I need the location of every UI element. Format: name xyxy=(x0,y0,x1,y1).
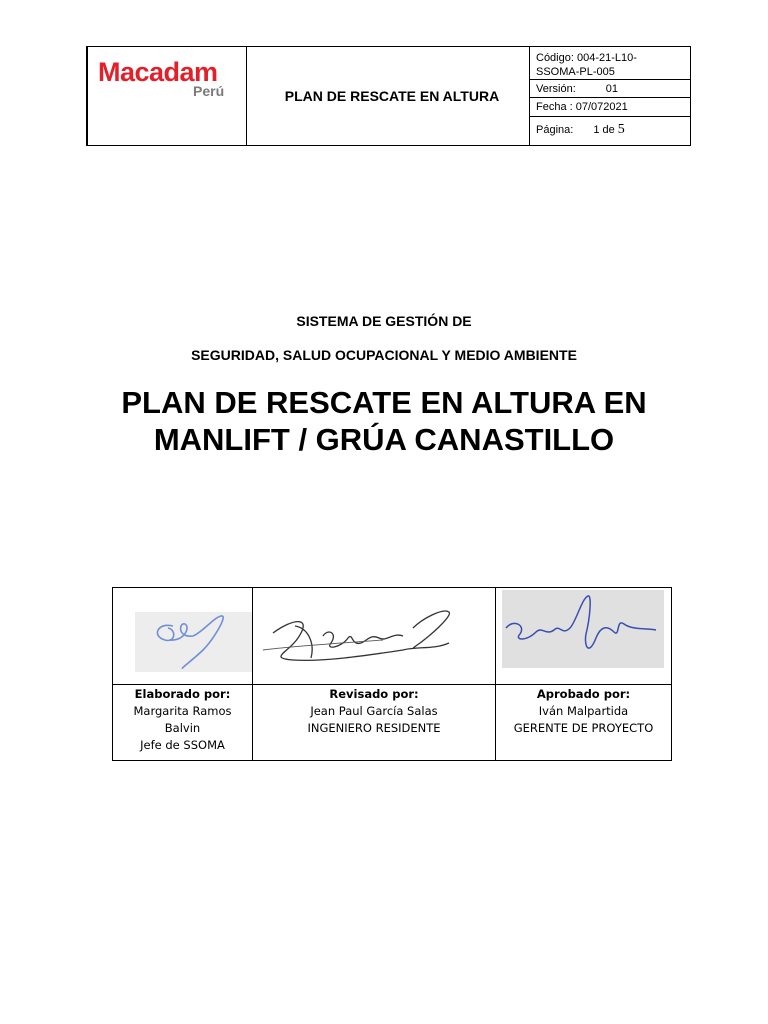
document-meta xyxy=(530,47,690,145)
version-label: Versión: xyxy=(536,83,576,95)
document-code xyxy=(530,47,690,80)
signer-position: INGENIERO RESIDENTE xyxy=(307,721,441,735)
signature-elaborado-info xyxy=(113,685,253,760)
signature-aprobado-info xyxy=(496,685,671,760)
signature-revisado-info xyxy=(253,685,496,760)
document-date: Fecha : 07/072021 xyxy=(530,98,690,117)
signature-revisado xyxy=(253,588,496,685)
role-label: Elaborado por: xyxy=(134,687,231,701)
page-current: 1 de xyxy=(593,124,615,136)
header-title: PLAN DE RESCATE EN ALTURA xyxy=(247,47,530,145)
signer-name: Margarita Ramos xyxy=(133,704,232,718)
version-value: 01 xyxy=(605,83,618,95)
page-title xyxy=(0,384,768,458)
document-code-line2: SSOMA-PL-005 xyxy=(536,66,615,78)
approval-signature-table xyxy=(112,587,672,761)
signer-position: Jefe de SSOMA xyxy=(140,738,225,752)
role-label: Revisado por: xyxy=(329,687,419,701)
document-version xyxy=(530,80,690,98)
role-label: Aprobado por: xyxy=(536,687,631,701)
page-title-line1: PLAN DE RESCATE EN ALTURA EN xyxy=(121,385,647,420)
signature-revisado-image xyxy=(253,588,496,685)
signature-elaborado xyxy=(113,588,253,685)
page-label: Página: xyxy=(536,124,574,136)
signer-name: Jean Paul García Salas xyxy=(310,704,438,718)
subtitle-scope: SEGURIDAD, SALUD OCUPACIONAL Y MEDIO AMBIENTE xyxy=(191,347,577,363)
document-header-table xyxy=(86,46,691,146)
signer-name-cont: Balvin xyxy=(164,721,201,735)
signature-aprobado-image xyxy=(496,588,671,685)
document-code-line1: Código: 004-21-L10- xyxy=(536,52,637,64)
signature-elaborado-image xyxy=(113,588,253,685)
logo-brand-text: Macadam xyxy=(98,57,218,87)
page-title-line2: MANLIFT / GRÚA CANASTILLO xyxy=(153,422,615,457)
document-page xyxy=(530,117,690,145)
logo-country-text: Perú xyxy=(193,83,225,99)
signer-name: Iván Malpartida xyxy=(538,704,629,718)
subtitle-system: SISTEMA DE GESTIÓN DE xyxy=(296,313,472,329)
company-logo xyxy=(88,47,247,145)
signature-aprobado xyxy=(496,588,671,685)
signer-position: GERENTE DE PROYECTO xyxy=(513,721,654,735)
page-total: 5 xyxy=(617,122,625,137)
